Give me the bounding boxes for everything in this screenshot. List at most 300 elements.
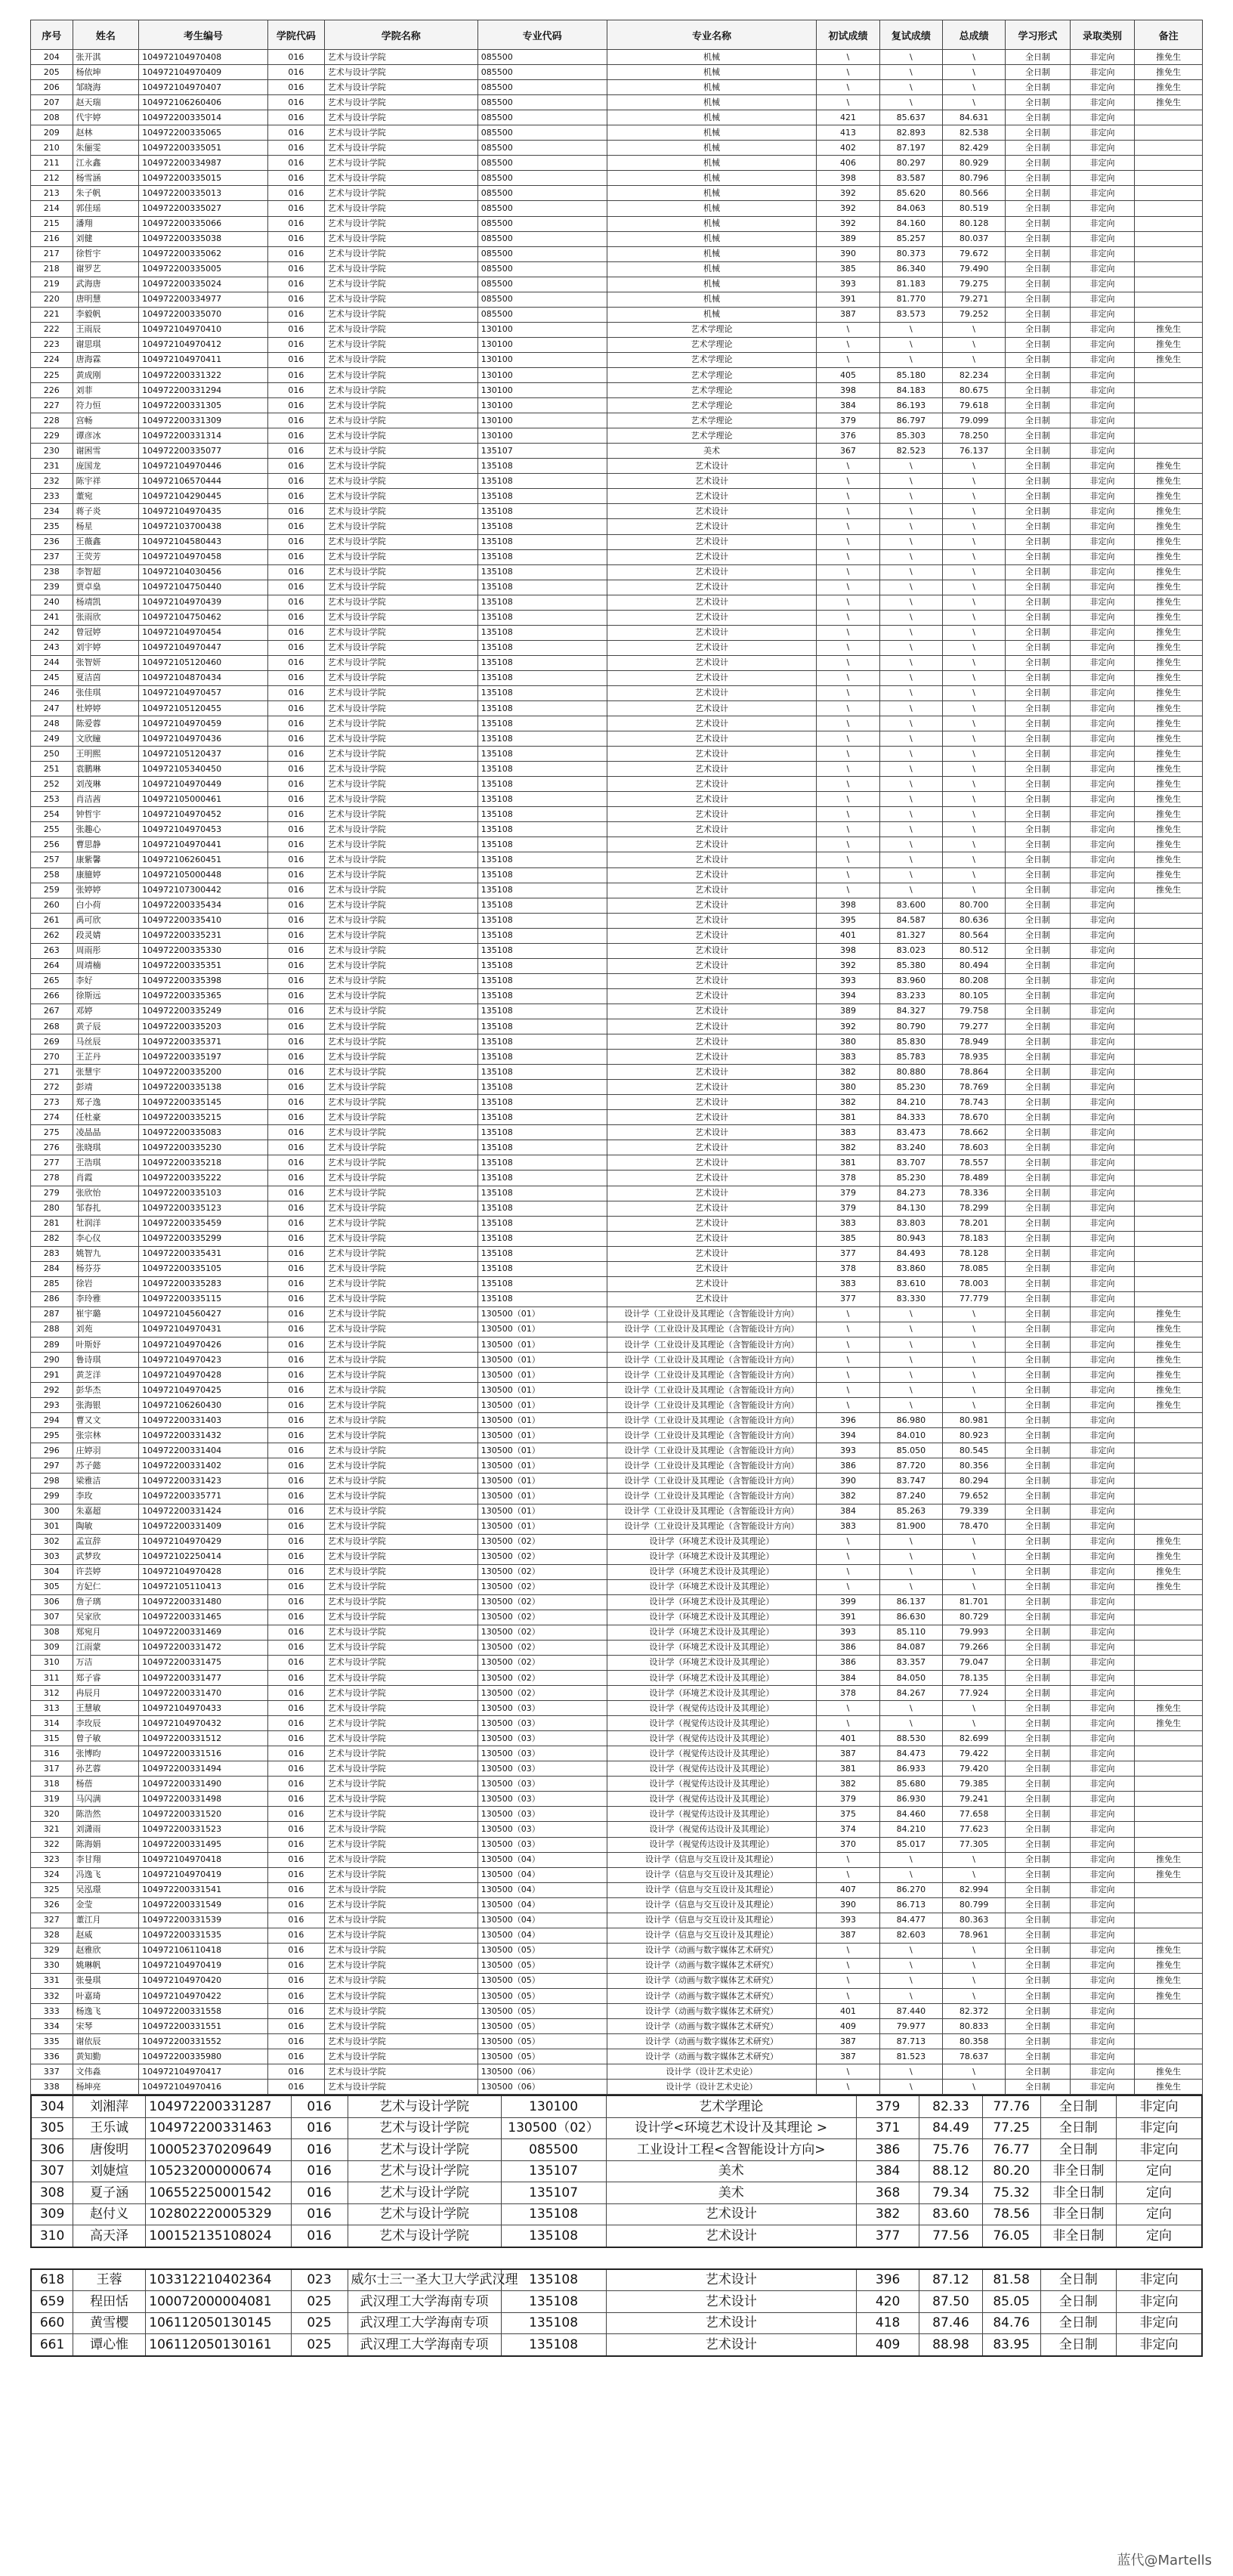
table-cell: \ [879, 1867, 942, 1882]
table-cell: 130100 [477, 352, 607, 367]
table-cell: 艺术与设计学院 [324, 1428, 477, 1443]
table-cell: 268 [31, 1019, 73, 1034]
table-cell: 386 [817, 1458, 879, 1474]
table-cell: 艺术与设计学院 [324, 95, 477, 110]
table-cell: 全日制 [1006, 792, 1070, 807]
table-cell: 设计学（动画与数字媒体艺术研究） [607, 2034, 817, 2049]
table-cell: 085500 [477, 307, 607, 322]
table-cell: 董江月 [73, 1913, 139, 1928]
table-cell: 104972200331314 [139, 428, 268, 444]
table-row [31, 1246, 1203, 1261]
table-cell: 104972104970407 [139, 80, 268, 95]
table-cell: 380 [817, 1080, 879, 1095]
table-cell: \ [817, 762, 879, 777]
table-cell: 设计学（环境艺术设计及其理论） [607, 1549, 817, 1564]
table-cell: 推免生 [1135, 716, 1203, 731]
table-cell: 全日制 [1006, 1564, 1070, 1579]
table-cell: 368 [856, 2182, 919, 2204]
table-cell [1135, 1731, 1203, 1746]
table-cell: 艺术与设计学院 [324, 655, 477, 670]
table-cell: 135108 [477, 762, 607, 777]
table-cell: 104972200331309 [139, 413, 268, 428]
table-cell: 016 [268, 1958, 325, 1973]
table-cell: 78.670 [942, 1110, 1005, 1125]
table-row [31, 1989, 1203, 2004]
table-cell: 83.960 [879, 973, 942, 988]
table-cell: 陈爱蓉 [73, 716, 139, 731]
table-cell [1135, 1019, 1203, 1034]
table-cell: 非定向 [1070, 80, 1134, 95]
table-row [31, 595, 1203, 610]
table-cell: 085500 [477, 141, 607, 156]
table-cell: 全日制 [1006, 1474, 1070, 1489]
table-cell: 推免生 [1135, 670, 1203, 685]
table-cell: 黄知勤 [73, 2049, 139, 2064]
table-cell: 104972200335062 [139, 246, 268, 261]
table-cell: 386 [817, 1640, 879, 1655]
table-cell: 张智妍 [73, 655, 139, 670]
table-cell: 徐岩 [73, 1276, 139, 1291]
table-cell: 非定向 [1070, 2049, 1134, 2064]
table-cell: 推免生 [1135, 489, 1203, 504]
table-cell: 艺术与设计学院 [324, 444, 477, 459]
table-cell: 016 [268, 716, 325, 731]
table-cell: 非定向 [1070, 943, 1134, 958]
table-cell: 全日制 [1006, 352, 1070, 367]
table-cell: 130500（05） [477, 2004, 607, 2019]
table-cell: 全日制 [1006, 1882, 1070, 1897]
table-cell: 赵天瑞 [73, 95, 139, 110]
table-cell: 段灵婧 [73, 928, 139, 943]
table-row [31, 777, 1203, 792]
table-cell: 推免生 [1135, 1989, 1203, 2004]
table-cell: 艺术与设计学院 [324, 1413, 477, 1428]
table-cell: 禹可欣 [73, 913, 139, 928]
table-cell: 非定向 [1117, 2291, 1202, 2313]
table-row [31, 1897, 1203, 1913]
table-cell: \ [942, 1534, 1005, 1549]
table-cell: \ [817, 1353, 879, 1368]
table-cell: 227 [31, 398, 73, 413]
table-cell: 79.758 [942, 1003, 1005, 1019]
table-cell: 非定向 [1070, 1807, 1134, 1822]
table-cell: 317 [31, 1761, 73, 1777]
table-row [31, 1307, 1203, 1322]
table-cell: 016 [268, 156, 325, 171]
table-cell: 84.327 [879, 1003, 942, 1019]
table-cell: 艺术设计 [607, 988, 817, 1003]
table-cell: 104972200335070 [139, 307, 268, 322]
table-cell: 设计学（工业设计及其理论（含智能设计方向） [607, 1322, 817, 1337]
table-cell: 非定向 [1070, 1065, 1134, 1080]
table-cell: 104972200331287 [146, 2095, 291, 2117]
table-cell: 非定向 [1070, 1549, 1134, 1564]
table-cell: 艺术设计 [606, 2334, 856, 2356]
table-cell [1135, 973, 1203, 988]
table-cell: 016 [268, 1291, 325, 1307]
table-cell: 白小荷 [73, 898, 139, 913]
table-cell [1135, 1125, 1203, 1140]
table-cell: 82.699 [942, 1731, 1005, 1746]
table-cell: 谢依辰 [73, 2034, 139, 2049]
table-cell: 艺术设计 [607, 504, 817, 519]
table-cell: 135108 [477, 670, 607, 685]
table-row [31, 1050, 1203, 1065]
table-cell: 085500 [477, 80, 607, 95]
table-cell: 016 [268, 337, 325, 352]
table-cell: \ [817, 519, 879, 534]
table-cell: 非定向 [1070, 549, 1134, 564]
table-cell: \ [817, 1958, 879, 1973]
table-cell: 310 [31, 1655, 73, 1670]
table-cell: 386 [817, 1655, 879, 1670]
table-cell: 黄雪樱 [73, 2312, 146, 2334]
table-cell: 非定向 [1070, 580, 1134, 595]
table-cell: 104972104970425 [139, 1383, 268, 1398]
table-cell: \ [879, 625, 942, 640]
table-cell: 李毅帆 [73, 307, 139, 322]
table-cell: \ [942, 580, 1005, 595]
table-cell: 130500（02） [477, 1655, 607, 1670]
table-cell: 非定向 [1070, 474, 1134, 489]
table-row [31, 807, 1203, 822]
table-cell: 106112050130145 [146, 2312, 291, 2334]
table-cell: 302 [31, 1534, 73, 1549]
table-cell: 135107 [501, 2160, 606, 2182]
table-cell: 全日制 [1006, 292, 1070, 307]
table-cell: 推免生 [1135, 1867, 1203, 1882]
table-cell: 83.95 [982, 2334, 1040, 2356]
table-cell: 非定向 [1070, 1443, 1134, 1458]
table-cell: \ [942, 489, 1005, 504]
table-row [31, 685, 1203, 700]
table-cell: 艺术与设计学院 [324, 792, 477, 807]
table-cell: 104972200335431 [139, 1246, 268, 1261]
table-cell: 全日制 [1006, 277, 1070, 292]
table-cell: 全日制 [1006, 943, 1070, 958]
table-row [31, 2225, 1202, 2247]
table-cell: 杨芬芬 [73, 1261, 139, 1276]
table-cell: 401 [817, 1731, 879, 1746]
table-cell: 全日制 [1006, 1943, 1070, 1958]
table-cell [1135, 1428, 1203, 1443]
table-cell: 104972200331470 [139, 1686, 268, 1701]
table-cell: 80.566 [942, 186, 1005, 201]
table-cell: 非定向 [1070, 747, 1134, 762]
table-cell: 135108 [477, 1110, 607, 1125]
table-cell: 非定向 [1070, 1095, 1134, 1110]
table-row [31, 1837, 1203, 1852]
table-cell: 204 [31, 50, 73, 65]
table-cell: 艺术设计 [607, 534, 817, 549]
table-cell: \ [817, 2080, 879, 2095]
table-cell: \ [879, 1368, 942, 1383]
table-cell: 宫畅 [73, 413, 139, 428]
table-cell [1135, 201, 1203, 216]
table-row [31, 958, 1203, 973]
table-cell: 279 [31, 1186, 73, 1201]
table-cell: 83.233 [879, 988, 942, 1003]
table-row [31, 428, 1203, 444]
table-row [31, 1716, 1203, 1731]
table-cell: 221 [31, 307, 73, 322]
table-cell: 016 [268, 988, 325, 1003]
table-cell: 设计学（动画与数字媒体艺术研究） [607, 1989, 817, 2004]
table-cell: \ [879, 1716, 942, 1731]
column-header: 复试成绩 [879, 20, 942, 50]
table-cell: 全日制 [1006, 1353, 1070, 1368]
table-cell: 130100 [477, 383, 607, 398]
table-cell: 艺术与设计学院 [324, 1458, 477, 1474]
table-cell: 304 [31, 2095, 73, 2117]
table-cell: 机械 [607, 201, 817, 216]
table-cell: 艺术设计 [607, 731, 817, 747]
table-cell: 288 [31, 1322, 73, 1337]
table-cell: 294 [31, 1413, 73, 1428]
table-cell: 艺术设计 [607, 837, 817, 852]
table-row [31, 216, 1203, 231]
table-cell: 130100 [501, 2095, 606, 2117]
table-cell: 104972200335105 [139, 1261, 268, 1276]
table-cell: 085500 [477, 292, 607, 307]
table-cell: 80.356 [942, 1458, 1005, 1474]
table-row [31, 519, 1203, 534]
table-cell: 379 [817, 1792, 879, 1807]
table-cell: 定向 [1117, 2203, 1202, 2225]
table-cell: 392 [817, 216, 879, 231]
table-cell: 艺术设计 [607, 1003, 817, 1019]
table-cell: 推免生 [1135, 1852, 1203, 1867]
table-cell: 非定向 [1070, 792, 1134, 807]
table-cell: 全日制 [1006, 231, 1070, 246]
table-cell: 016 [268, 141, 325, 156]
table-cell [1135, 928, 1203, 943]
table-cell: 394 [817, 988, 879, 1003]
table-cell: 80.512 [942, 943, 1005, 958]
table-cell: 艺术设计 [607, 564, 817, 580]
table-cell: \ [942, 762, 1005, 777]
table-cell: 387 [817, 1928, 879, 1943]
table-cell: 104972104970418 [139, 1852, 268, 1867]
table-cell: 135108 [477, 640, 607, 655]
table-cell: 80.700 [942, 898, 1005, 913]
table-row [31, 2064, 1203, 2080]
table-cell: \ [817, 777, 879, 792]
table-cell: 292 [31, 1383, 73, 1398]
table-cell: 非定向 [1070, 1610, 1134, 1625]
table-cell [1135, 1080, 1203, 1095]
table-cell: 艺术与设计学院 [324, 1398, 477, 1413]
table-cell: 全日制 [1006, 822, 1070, 837]
table-cell: 246 [31, 685, 73, 700]
table-cell: 艺术与设计学院 [324, 943, 477, 958]
table-cell: \ [942, 792, 1005, 807]
table-row [31, 2182, 1202, 2204]
table-cell: 283 [31, 1246, 73, 1261]
table-cell: 016 [268, 1050, 325, 1065]
table-cell: 84.050 [879, 1671, 942, 1686]
table-cell: 104972104970422 [139, 1989, 268, 2004]
table-cell: 设计学（工业设计及其理论（含智能设计方向） [607, 1337, 817, 1352]
table-cell: 郑子逸 [73, 1095, 139, 1110]
table-cell: 85.230 [879, 1170, 942, 1186]
table-cell: 393 [817, 1625, 879, 1640]
table-cell: 385 [817, 261, 879, 277]
table-cell: 推免生 [1135, 837, 1203, 852]
table-cell: \ [817, 792, 879, 807]
table-cell: 402 [817, 141, 879, 156]
table-cell: 艺术与设计学院 [324, 1155, 477, 1170]
table-cell: 79.277 [942, 1019, 1005, 1034]
table-cell: \ [879, 701, 942, 716]
table-row [31, 943, 1203, 958]
table-row [31, 2203, 1202, 2225]
table-cell: 全日制 [1006, 1519, 1070, 1534]
table-cell: 定向 [1117, 2225, 1202, 2247]
table-cell: 135108 [477, 1034, 607, 1050]
table-cell: 135108 [477, 731, 607, 747]
table-cell: 104972200335283 [139, 1276, 268, 1291]
table-cell: 77.76 [982, 2095, 1040, 2117]
table-cell: 全日制 [1006, 762, 1070, 777]
table-cell: 87.240 [879, 1489, 942, 1504]
table-cell: 非定向 [1070, 1201, 1134, 1216]
table-cell: 78.128 [942, 1246, 1005, 1261]
table-cell: 全日制 [1006, 504, 1070, 519]
table-cell: 104972200335231 [139, 928, 268, 943]
table-cell: 79.977 [879, 2019, 942, 2034]
table-cell: 80.799 [942, 1897, 1005, 1913]
table-cell: 80.929 [942, 156, 1005, 171]
table-cell: 323 [31, 1852, 73, 1867]
table-cell: 016 [291, 2160, 348, 2182]
column-header: 学习形式 [1006, 20, 1070, 50]
table-cell: 全日制 [1006, 1761, 1070, 1777]
table-cell: \ [942, 1989, 1005, 2004]
table-cell: \ [879, 822, 942, 837]
table-cell: 李甘翔 [73, 1852, 139, 1867]
table-cell: \ [817, 1307, 879, 1322]
table-cell: 推免生 [1135, 701, 1203, 716]
other-college-table [30, 2268, 1203, 2357]
table-cell: 81.701 [942, 1594, 1005, 1610]
table-cell: 推免生 [1135, 1549, 1203, 1564]
table-cell: 389 [817, 231, 879, 246]
table-cell: 380 [817, 1034, 879, 1050]
table-cell: 333 [31, 2004, 73, 2019]
table-row [31, 1261, 1203, 1276]
table-cell: \ [817, 459, 879, 474]
table-cell: 82.893 [879, 125, 942, 141]
table-cell: 213 [31, 186, 73, 201]
table-cell: 艺术与设计学院 [324, 1579, 477, 1594]
table-cell: 383 [817, 1276, 879, 1291]
table-cell: 82.234 [942, 367, 1005, 382]
table-cell: \ [879, 1973, 942, 1988]
table-cell: 设计学（工业设计及其理论（含智能设计方向） [607, 1458, 817, 1474]
table-cell: 非定向 [1070, 1261, 1134, 1276]
table-cell: 80.943 [879, 1231, 942, 1246]
table-cell: \ [817, 685, 879, 700]
table-cell: 016 [268, 958, 325, 973]
table-row [31, 1943, 1203, 1958]
table-cell: 79.271 [942, 292, 1005, 307]
table-cell: 016 [268, 383, 325, 398]
table-cell: 康臆婷 [73, 867, 139, 883]
table-cell: 艺术设计 [606, 2203, 856, 2225]
table-cell: 艺术与设计学院 [324, 1640, 477, 1655]
table-cell: 84.273 [879, 1186, 942, 1201]
table-cell: \ [942, 655, 1005, 670]
table-cell: 016 [268, 1716, 325, 1731]
table-cell: 305 [31, 2117, 73, 2139]
table-cell: 135108 [477, 685, 607, 700]
table-cell: 推免生 [1135, 564, 1203, 580]
table-cell: 张趣心 [73, 822, 139, 837]
table-cell: 318 [31, 1777, 73, 1792]
table-cell: 设计学（环境艺术设计及其理论） [607, 1594, 817, 1610]
table-cell: 016 [268, 973, 325, 988]
table-cell: 82.33 [919, 2095, 982, 2117]
table-cell: 全日制 [1006, 1337, 1070, 1352]
table-row [31, 1276, 1203, 1291]
table-cell: 非定向 [1070, 1155, 1134, 1170]
table-cell: 艺术设计 [607, 1291, 817, 1307]
table-cell: 艺术与设计学院 [324, 1973, 477, 1988]
table-cell: 李玫辰 [73, 1716, 139, 1731]
table-cell: \ [879, 80, 942, 95]
table-row [31, 1519, 1203, 1534]
table-cell: 130100 [477, 413, 607, 428]
table-cell: 104972200331539 [139, 1913, 268, 1928]
table-row [31, 95, 1203, 110]
table-cell: 艺术与设计学院 [324, 277, 477, 292]
table-cell: 全日制 [1006, 1170, 1070, 1186]
table-cell: 非定向 [1070, 1050, 1134, 1065]
table-cell: 非定向 [1070, 1640, 1134, 1655]
table-cell: \ [817, 1867, 879, 1882]
table-cell: 艺术与设计学院 [324, 1003, 477, 1019]
table-cell [1135, 943, 1203, 958]
table-cell: 设计学（信息与交互设计及其理论） [607, 1867, 817, 1882]
table-cell: 杨靖凯 [73, 595, 139, 610]
table-cell: 机械 [607, 186, 817, 201]
table-cell: \ [879, 716, 942, 731]
table-cell: 非定向 [1070, 1337, 1134, 1352]
table-cell: 全日制 [1040, 2334, 1116, 2356]
table-cell: 392 [817, 958, 879, 973]
table-cell [1135, 186, 1203, 201]
table-cell: 130500（06） [477, 2064, 607, 2080]
table-cell: 78.085 [942, 1261, 1005, 1276]
table-cell: 张慧宇 [73, 1065, 139, 1080]
table-cell: 130500（04） [477, 1852, 607, 1867]
table-cell: 214 [31, 201, 73, 216]
table-cell: \ [879, 1564, 942, 1579]
table-cell: 程田恬 [73, 2291, 146, 2313]
table-cell: 非定向 [1070, 1383, 1134, 1398]
table-cell: 艺术与设计学院 [324, 1050, 477, 1065]
table-cell: 85.050 [879, 1443, 942, 1458]
table-cell: 016 [268, 1686, 325, 1701]
table-cell: \ [942, 777, 1005, 792]
table-cell: 016 [268, 1625, 325, 1640]
table-cell: 240 [31, 595, 73, 610]
table-cell: 225 [31, 367, 73, 382]
table-cell: 非定向 [1070, 277, 1134, 292]
table-cell: 104972200331409 [139, 1519, 268, 1534]
table-cell: 陈宇祥 [73, 474, 139, 489]
